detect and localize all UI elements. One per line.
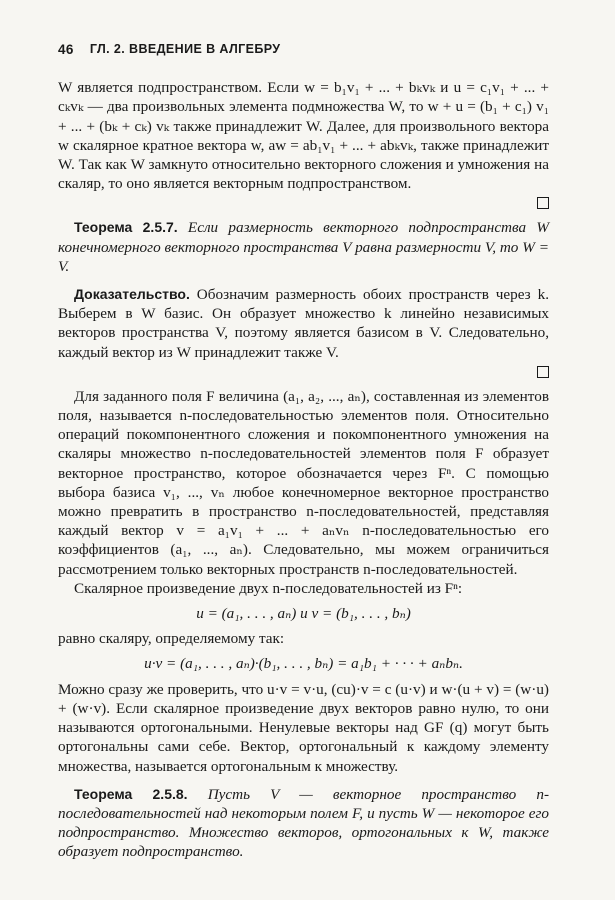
end-of-proof-mark [537,197,549,209]
paragraph-orthogonality: Можно сразу же проверить, что u·v = v·u, (cu)·v = c (u·v) и w·(u + v) = (w·u) + (w·v). Если скалярное произведение двух векторов равно нулю, то они называются ортогональными. Ненулевые векторы над GF (q) могут быть ортогональны сами себе. Вектор, ортогональный к каждому элементу множества, называется ортогональным к множеству. [58,680,549,775]
page-number: 46 [58,42,74,57]
theorem-2-5-7 [58,218,549,276]
theorem-2-5-8 [58,785,549,862]
paragraph-scalar-def: равно скаляру, определяемому так: [58,630,285,648]
end-of-proof-mark [537,366,549,378]
paragraph-scalar-product-intro: Скалярное произведение двух n-последовательностей из Fⁿ: [74,579,463,597]
proof [58,285,549,362]
theorem-statement: Если размерность векторного подпространства W конечномерного векторного пространства V равна размерности V, то W = V. [58,219,549,275]
paragraph-n-sequences: Для заданного поля F величина (a₁, a₂, ..., aₙ), составленная из элементов поля, называется n-последовательностью элементов поля. Относительно операций покомпонентного сложения и покомпонентного умножения на скаляры множество n-последовательностей элементов поля F образует векторное пространство, которое обозначается через Fⁿ. С помощью выбора базиса v₁, ..., vₙ любое конечномерное векторное пространство можно превратить в пространство n-последовательностей, представляя каждый вектор v = a₁v₁ + ... + aₙvₙ n-последовательностью его коэффициентов (a₁, ..., aₙ). Следовательно, мы можем ограничиться рассмотрением только векторных пространств n-последовательностей. [58,387,549,578]
theorem-title: Теорема 2.5.8. [74,785,188,802]
running-title: ГЛ. 2. ВВЕДЕНИЕ В АЛГЕБРУ [89,42,281,56]
theorem-statement: Пусть V — векторное пространство n-последовательностей над некоторым полем F, и пусть W — некоторое его подпространство. Множество векторов, ортогональных к W, также образует подпространство. [58,785,550,861]
equation-dot-product: u·v = (a₁, . . . , aₙ)·(b₁, . . . , bₙ) = a₁b₁ + · · · + aₙbₙ. [144,655,463,673]
proof-body: Обозначим размерность обоих пространств через k. Выберем в W базис. Он образует множество k линейно независимых векторов пространства V, поэтому является базисом в V. Следовательно, каждый вектор из W принадлежит также V. [58,286,549,361]
theorem-title: Теорема 2.5.7. [74,219,178,236]
paragraph-subspace-proof: W является подпространством. Если w = b₁v₁ + ... + bₖvₖ и u = c₁v₁ + ... + cₖvₖ — два произвольных элемента подмножества W, то w + u = (b₁ + c₁) v₁ + ... + (bₖ + cₖ) vₖ также принадлежит W. Далее, для произвольного вектора w скалярное кратное вектора w, aw = ab₁v₁ + ... + abₖvₖ, также принадлежит W. Так как W замкнуто относительно векторного сложения и умножения на скаляр, то оно является векторным подпространством. [58,79,549,193]
proof-title: Доказательство. [74,286,190,303]
running-header [58,40,549,59]
equation-u-v: u = (a₁, . . . , aₙ) и v = (b₁, . . . , bₙ) [196,605,411,623]
